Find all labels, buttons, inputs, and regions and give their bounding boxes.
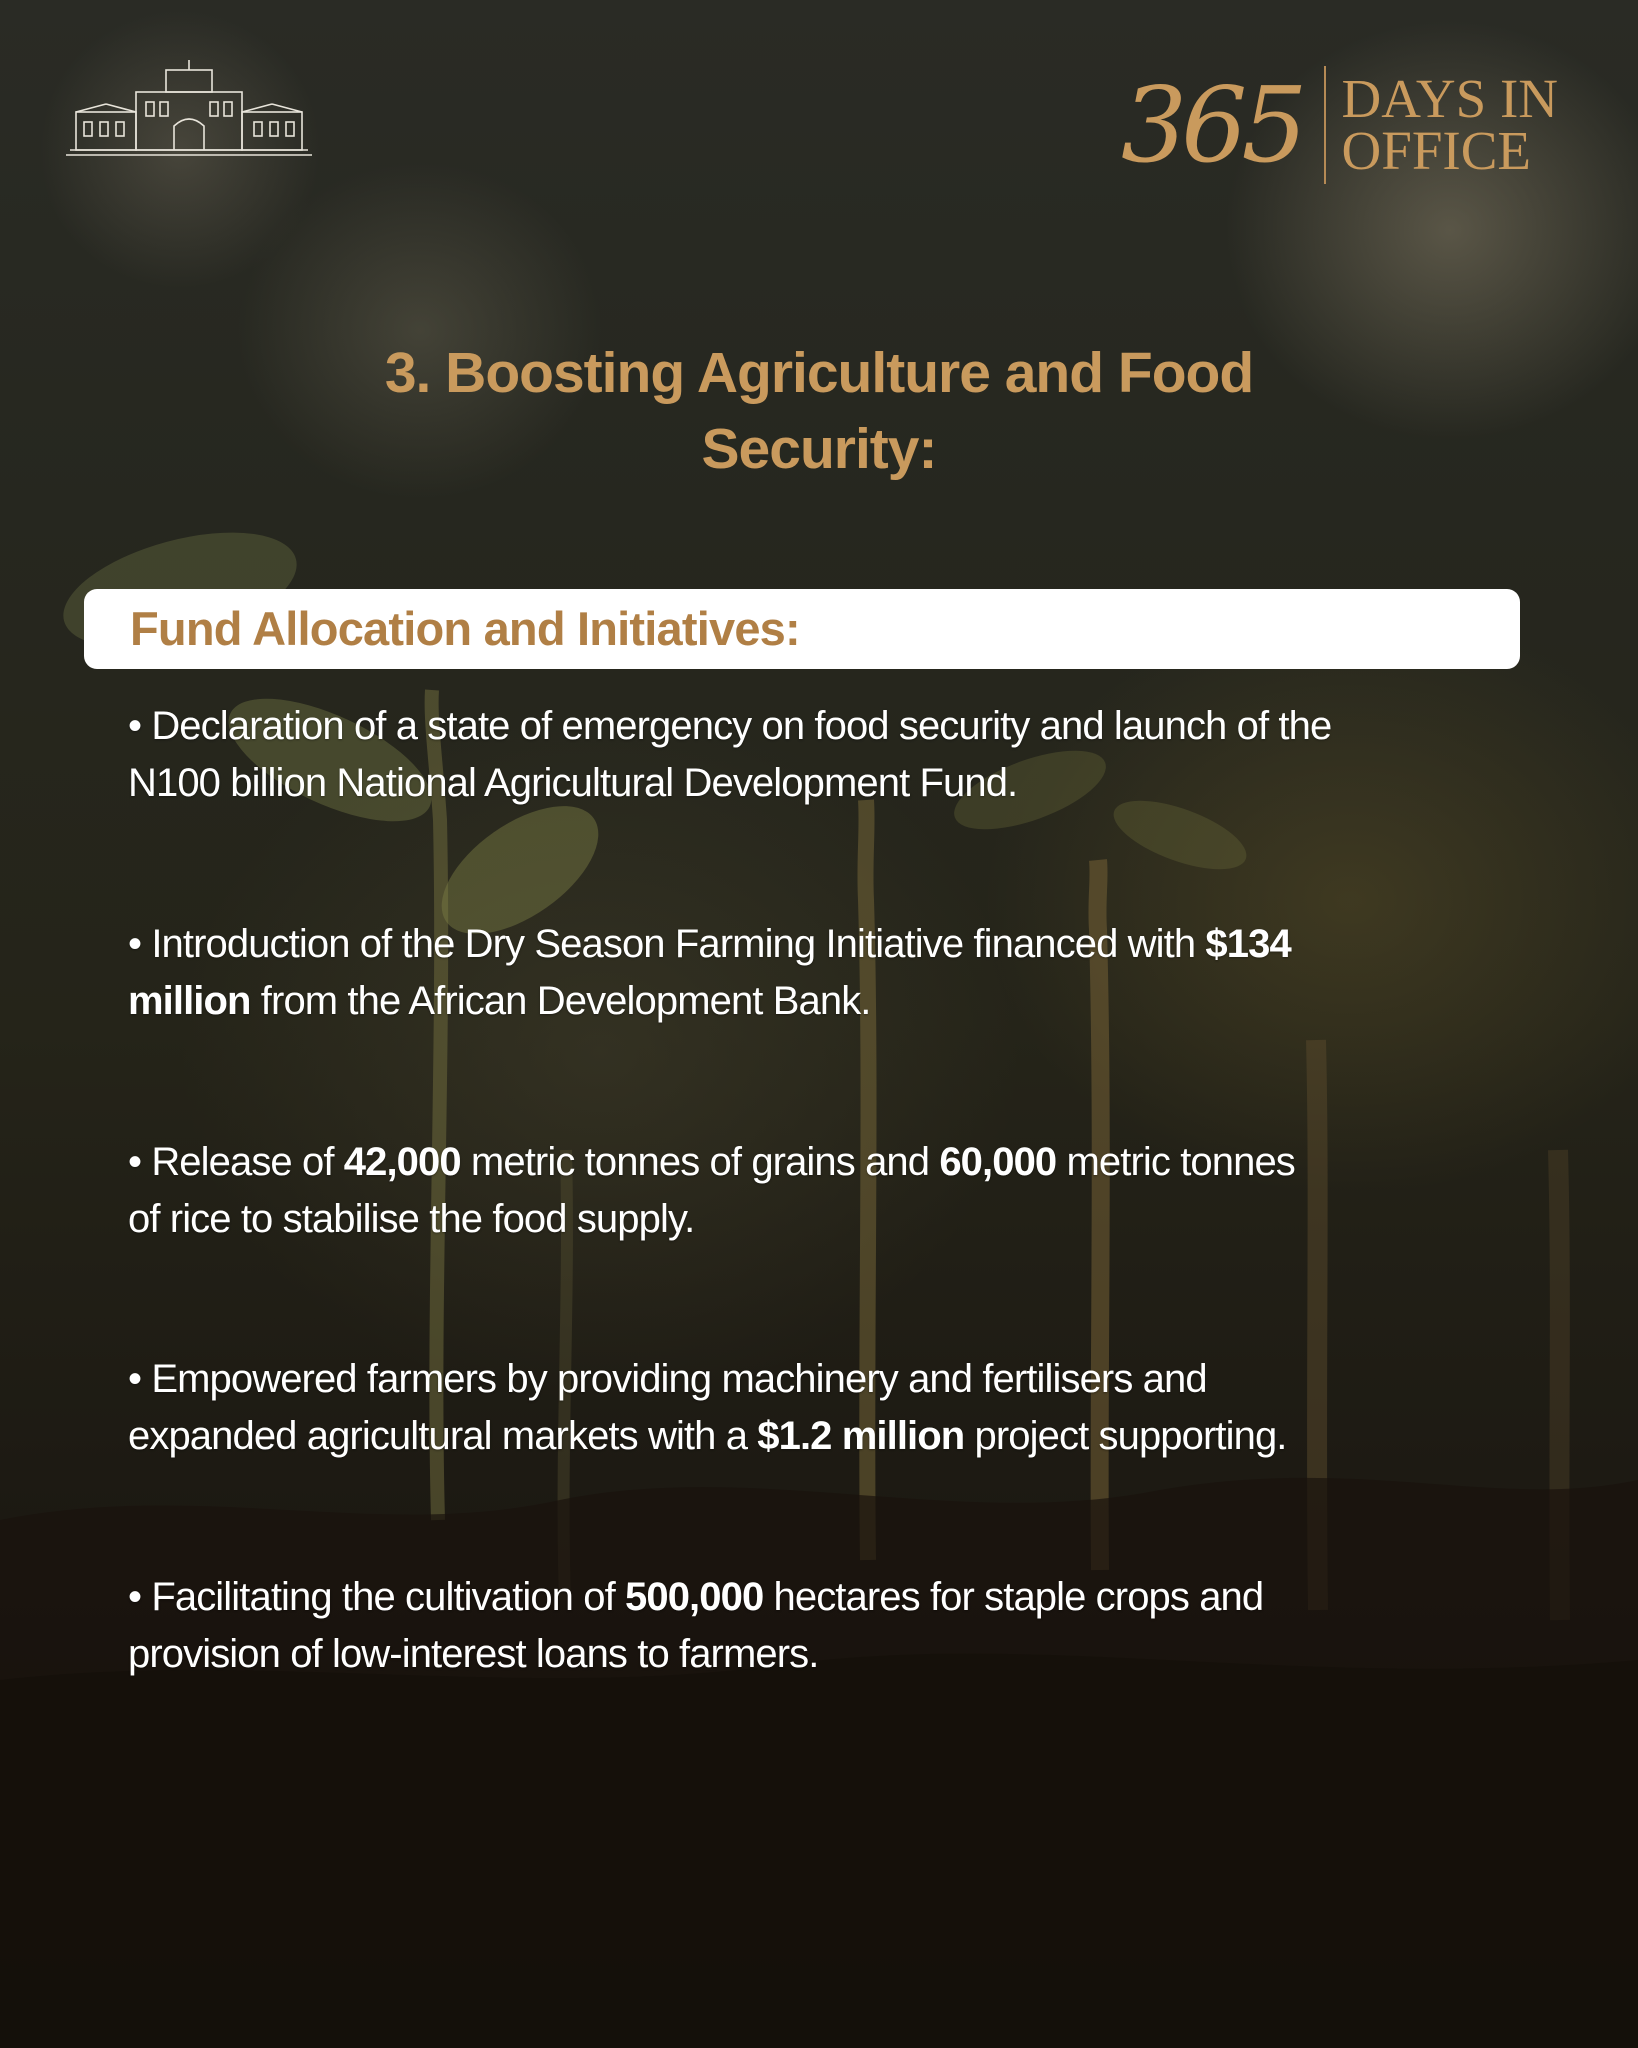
bullet-item-4 [128, 1351, 1528, 1465]
bullet-3-grains-amount: 42,000 [343, 1140, 461, 1184]
bullet-3-text-1: • Release of [128, 1140, 344, 1184]
title-line-1: 3. Boosting Agriculture and Food [384, 341, 1254, 405]
bullet-5-hectares: 500,000 [625, 1575, 764, 1619]
bullet-item-1 [128, 698, 1528, 812]
bullet-2-amount-unit: million [128, 979, 251, 1023]
brand-line-1: DAYS IN [1341, 67, 1558, 129]
brand-words [1341, 67, 1558, 181]
bullet-1-line-2: N100 billion National Agricultural Development Fund. [128, 761, 1018, 805]
section-heading-bar [84, 589, 1520, 669]
bullet-5-text-2: hectares for staple crops and [763, 1575, 1264, 1619]
bullet-3-text-3: metric tonnes [1056, 1140, 1295, 1184]
bullet-4-text-2: expanded agricultural markets with a [128, 1414, 758, 1458]
bullet-item-3 [128, 1134, 1528, 1248]
bullet-item-2 [128, 916, 1528, 1030]
bullet-4-text-1: • Empowered farmers by providing machinery and fertilisers and [128, 1357, 1207, 1401]
brand-number: 365 [1121, 64, 1302, 186]
bullet-1-line-1: • Declaration of a state of emergency on food security and launch of the [128, 704, 1332, 748]
brand-line-2: OFFICE [1341, 120, 1532, 181]
bullet-4-amount: $1.2 million [757, 1414, 965, 1458]
brand-divider [1324, 66, 1326, 184]
bullet-2-amount: $134 [1205, 922, 1291, 966]
government-building-logo [66, 60, 312, 160]
page-title [260, 335, 1378, 487]
bullet-3-rice-amount: 60,000 [939, 1140, 1057, 1184]
bullet-2-text-2: from the African Development Bank. [250, 979, 871, 1023]
bullet-item-5 [128, 1569, 1528, 1683]
days-in-office-brand [1121, 62, 1558, 188]
bullet-4-text-3: project supporting. [964, 1414, 1287, 1458]
title-line-2: Security: [701, 417, 937, 481]
section-heading: Fund Allocation and Initiatives: [130, 602, 800, 655]
bullet-3-text-4: of rice to stabilise the food supply. [128, 1197, 695, 1241]
bullet-2-text-1: • Introduction of the Dry Season Farming Initiative financed with [128, 922, 1206, 966]
bullet-3-text-2: metric tonnes of grains and [460, 1140, 940, 1184]
bullet-5-text-1: • Facilitating the cultivation of [128, 1575, 625, 1619]
bullet-5-text-3: provision of low-interest loans to farmers. [128, 1632, 819, 1676]
